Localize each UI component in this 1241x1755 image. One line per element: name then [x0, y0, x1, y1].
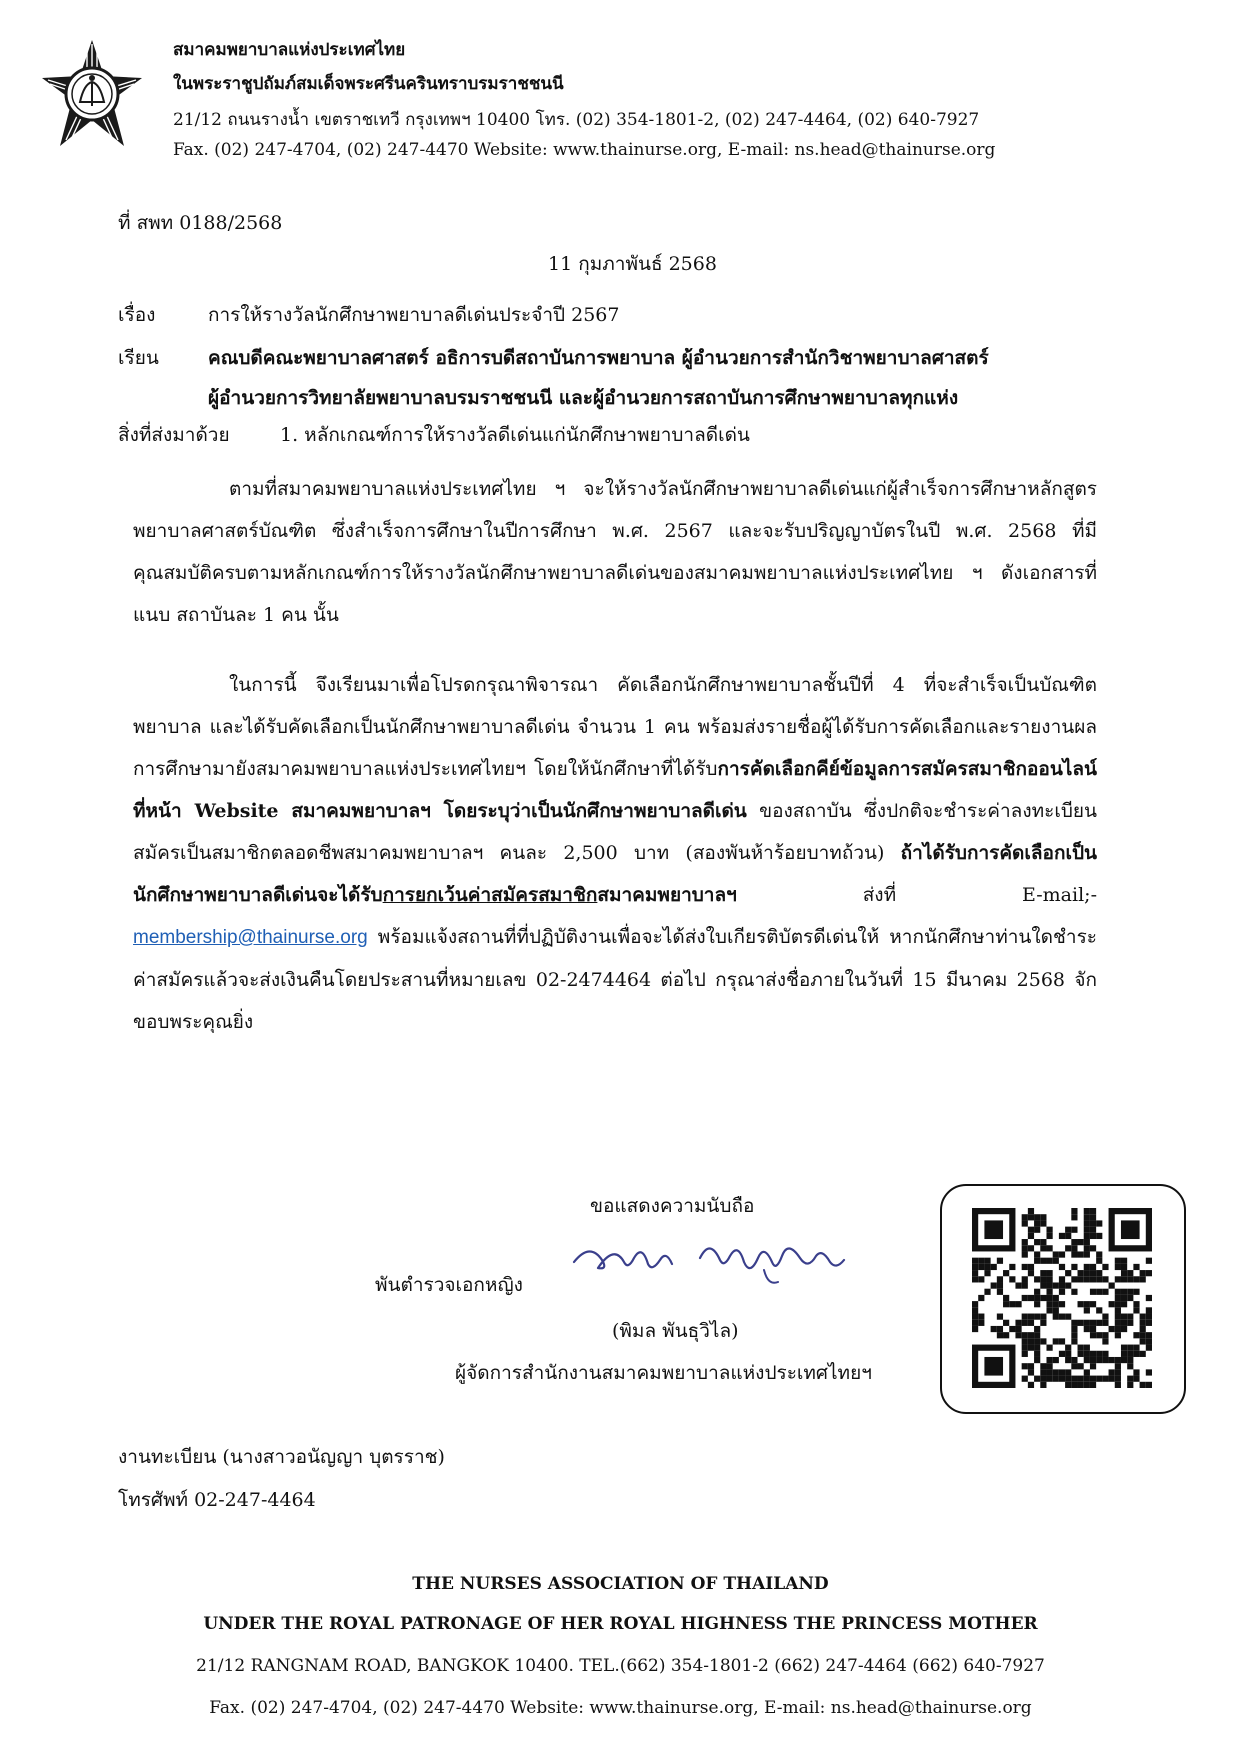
contact-line: Fax. (02) 247-4704, (02) 247-4470 Website: www.thainurse.org, E-mail: ns.head@thainurse.org — [173, 140, 996, 160]
org-name-th: สมาคมพยาบาลแห่งประเทศไทย — [173, 40, 406, 60]
recipient-line-2: ผู้อำนวยการวิทยาลัยพยาบาลบรมราชชนนี และผู้อำนวยการสถาบันการศึกษาพยาบาลทุกแห่ง — [208, 387, 959, 409]
signature — [568, 1222, 858, 1292]
reference-number: ที่ สพท 0188/2568 — [118, 212, 283, 234]
address-th: 21/12 ถนนรางน้ำ เขตราชเทวี กรุงเทพฯ 10400 โทร. (02) 354-1801-2, (02) 247-4464, (02) 640-7927 — [173, 110, 980, 130]
footer-patronage: UNDER THE ROYAL PATRONAGE OF HER ROYAL HIGHNESS THE PRINCESS MOTHER — [203, 1614, 1038, 1634]
recipient-line-1: คณบดีคณะพยาบาลศาสตร์ อธิการบดีสถาบันการพยาบาล ผู้อำนวยการสำนักวิชาพยาบาลศาสตร์ — [208, 347, 989, 369]
subject-label: เรื่อง — [118, 304, 156, 326]
enclosure-label: สิ่งที่ส่งมาด้วย — [118, 424, 230, 446]
paragraph-2-bold-2: ถ้าได้รับการคัดเลือกเป็นนักศึกษาพยาบาลดีเด่นจะได้รับ — [133, 842, 1097, 906]
recipient-label: เรียน — [118, 347, 159, 369]
qr-code — [972, 1208, 1152, 1388]
paragraph-2-bold-3: สมาคมพยาบาลฯ — [597, 884, 737, 906]
enclosure: 1. หลักเกณฑ์การให้รางวัลดีเด่นแก่นักศึกษาพยาบาลดีเด่น — [280, 424, 750, 446]
body-paragraph-1 — [133, 468, 1097, 636]
association-logo — [40, 38, 144, 150]
closing-regards: ขอแสดงความนับถือ — [590, 1195, 755, 1217]
paragraph-1-text: ตามที่สมาคมพยาบาลแห่งประเทศไทย ฯ จะให้รางวัลนักศึกษาพยาบาลดีเด่นแก่ผู้สำเร็จการศึกษาหลักสูตรพยาบาลศาสตร์บัณฑิต ซึ่งสำเร็จการศึกษาในปีการศึกษา พ.ศ. 2567 และจะรับปริญญาบัตรในปี พ.ศ. 2568 ที่มีคุณสมบัติครบตามหลักเกณฑ์การให้รางวัลนักศึกษาพยาบาลดีเด่นของสมาคมพยาบาลแห่งประเทศไทย ฯ ดังเอกสารที่แนบ สถาบันละ 1 คน นั้น — [133, 478, 1097, 626]
subject: การให้รางวัลนักศึกษาพยาบาลดีเด่นประจำปี 2567 — [208, 304, 620, 326]
footer-org-name: THE NURSES ASSOCIATION OF THAILAND — [412, 1574, 829, 1594]
body-paragraph-2 — [133, 664, 1097, 1043]
patronage-th: ในพระราชูปถัมภ์สมเด็จพระศรีนครินทราบรมราชชนนี — [173, 74, 564, 94]
letter-date: 11 กุมภาพันธ์ 2568 — [548, 253, 717, 275]
signer-rank: พันตำรวจเอกหญิง — [375, 1274, 523, 1296]
paragraph-2-text-1: ในการนี้ จึงเรียนมาเพื่อโปรดกรุณาพิจารณา คัดเลือกนักศึกษาพยาบาลชั้นปีที่ 4 ที่จะสำเร็จเป็นบัณฑิตพยาบาล และได้รับคัดเลือกเป็นนักศึกษาพยาบาลดีเด่น จำนวน 1 คน พร้อมส่งรายชื่อผู้ได้รับการคัดเลือกและรายงานผลการศึกษามายังสมาคมพยาบาลแห่งประเทศไทยฯ โดยให้นักศึกษาที่ได้รับ — [133, 674, 1097, 780]
registrar: งานทะเบียน (นางสาวอนัญญา บุตรราช) — [118, 1446, 445, 1468]
registrar-phone: โทรศัพท์ 02-247-4464 — [118, 1489, 316, 1511]
membership-email-link[interactable]: membership@thainurse.org — [133, 927, 368, 948]
footer-contact: Fax. (02) 247-4704, (02) 247-4470 Website: www.thainurse.org, E-mail: ns.head@thainurse.org — [209, 1698, 1032, 1718]
footer-address: 21/12 RANGNAM ROAD, BANGKOK 10400. TEL.(662) 354-1801-2 (662) 247-4464 (662) 640-7927 — [196, 1656, 1045, 1676]
paragraph-2-bold-1: การคัดเลือกคีย์ข้อมูลการสมัครสมาชิกออนไลน์ที่หน้า Website สมาคมพยาบาลฯ โดยระบุว่าเป็นนักศึกษาพยาบาลดีเด่น — [133, 758, 1097, 822]
paragraph-2-text-3: ส่งที่ E-mail;- — [736, 884, 1097, 906]
fee-waiver-text: การยกเว้นค่าสมัครสมาชิก — [382, 884, 598, 906]
paragraph-2-text-4: พร้อมแจ้งสถานที่ที่ปฏิบัติงานเพื่อจะได้ส่งใบเกียรติบัตรดีเด่นให้ หากนักศึกษาท่านใดชำระค่าสมัครแล้วจะส่งเงินคืนโดยประสานที่หมายเลข 02-2474464 ต่อไป กรุณาส่งชื่อภายในวันที่ 15 มีนาคม 2568 จักขอบพระคุณยิ่ง — [133, 926, 1097, 1033]
qr-code-frame — [940, 1184, 1186, 1414]
paragraph-2-text-2: ของสถาบัน ซึ่งปกติจะชำระค่าลงทะเบียนสมัครเป็นสมาชิกตลอดชีพสมาคมพยาบาลฯ คนละ 2,500 บาท (สองพันห้าร้อยบาทถ้วน) — [133, 800, 1097, 864]
signer-name: (พิมล พันธุวิไล) — [612, 1320, 739, 1342]
signer-position: ผู้จัดการสำนักงานสมาคมพยาบาลแห่งประเทศไทยฯ — [455, 1362, 872, 1384]
